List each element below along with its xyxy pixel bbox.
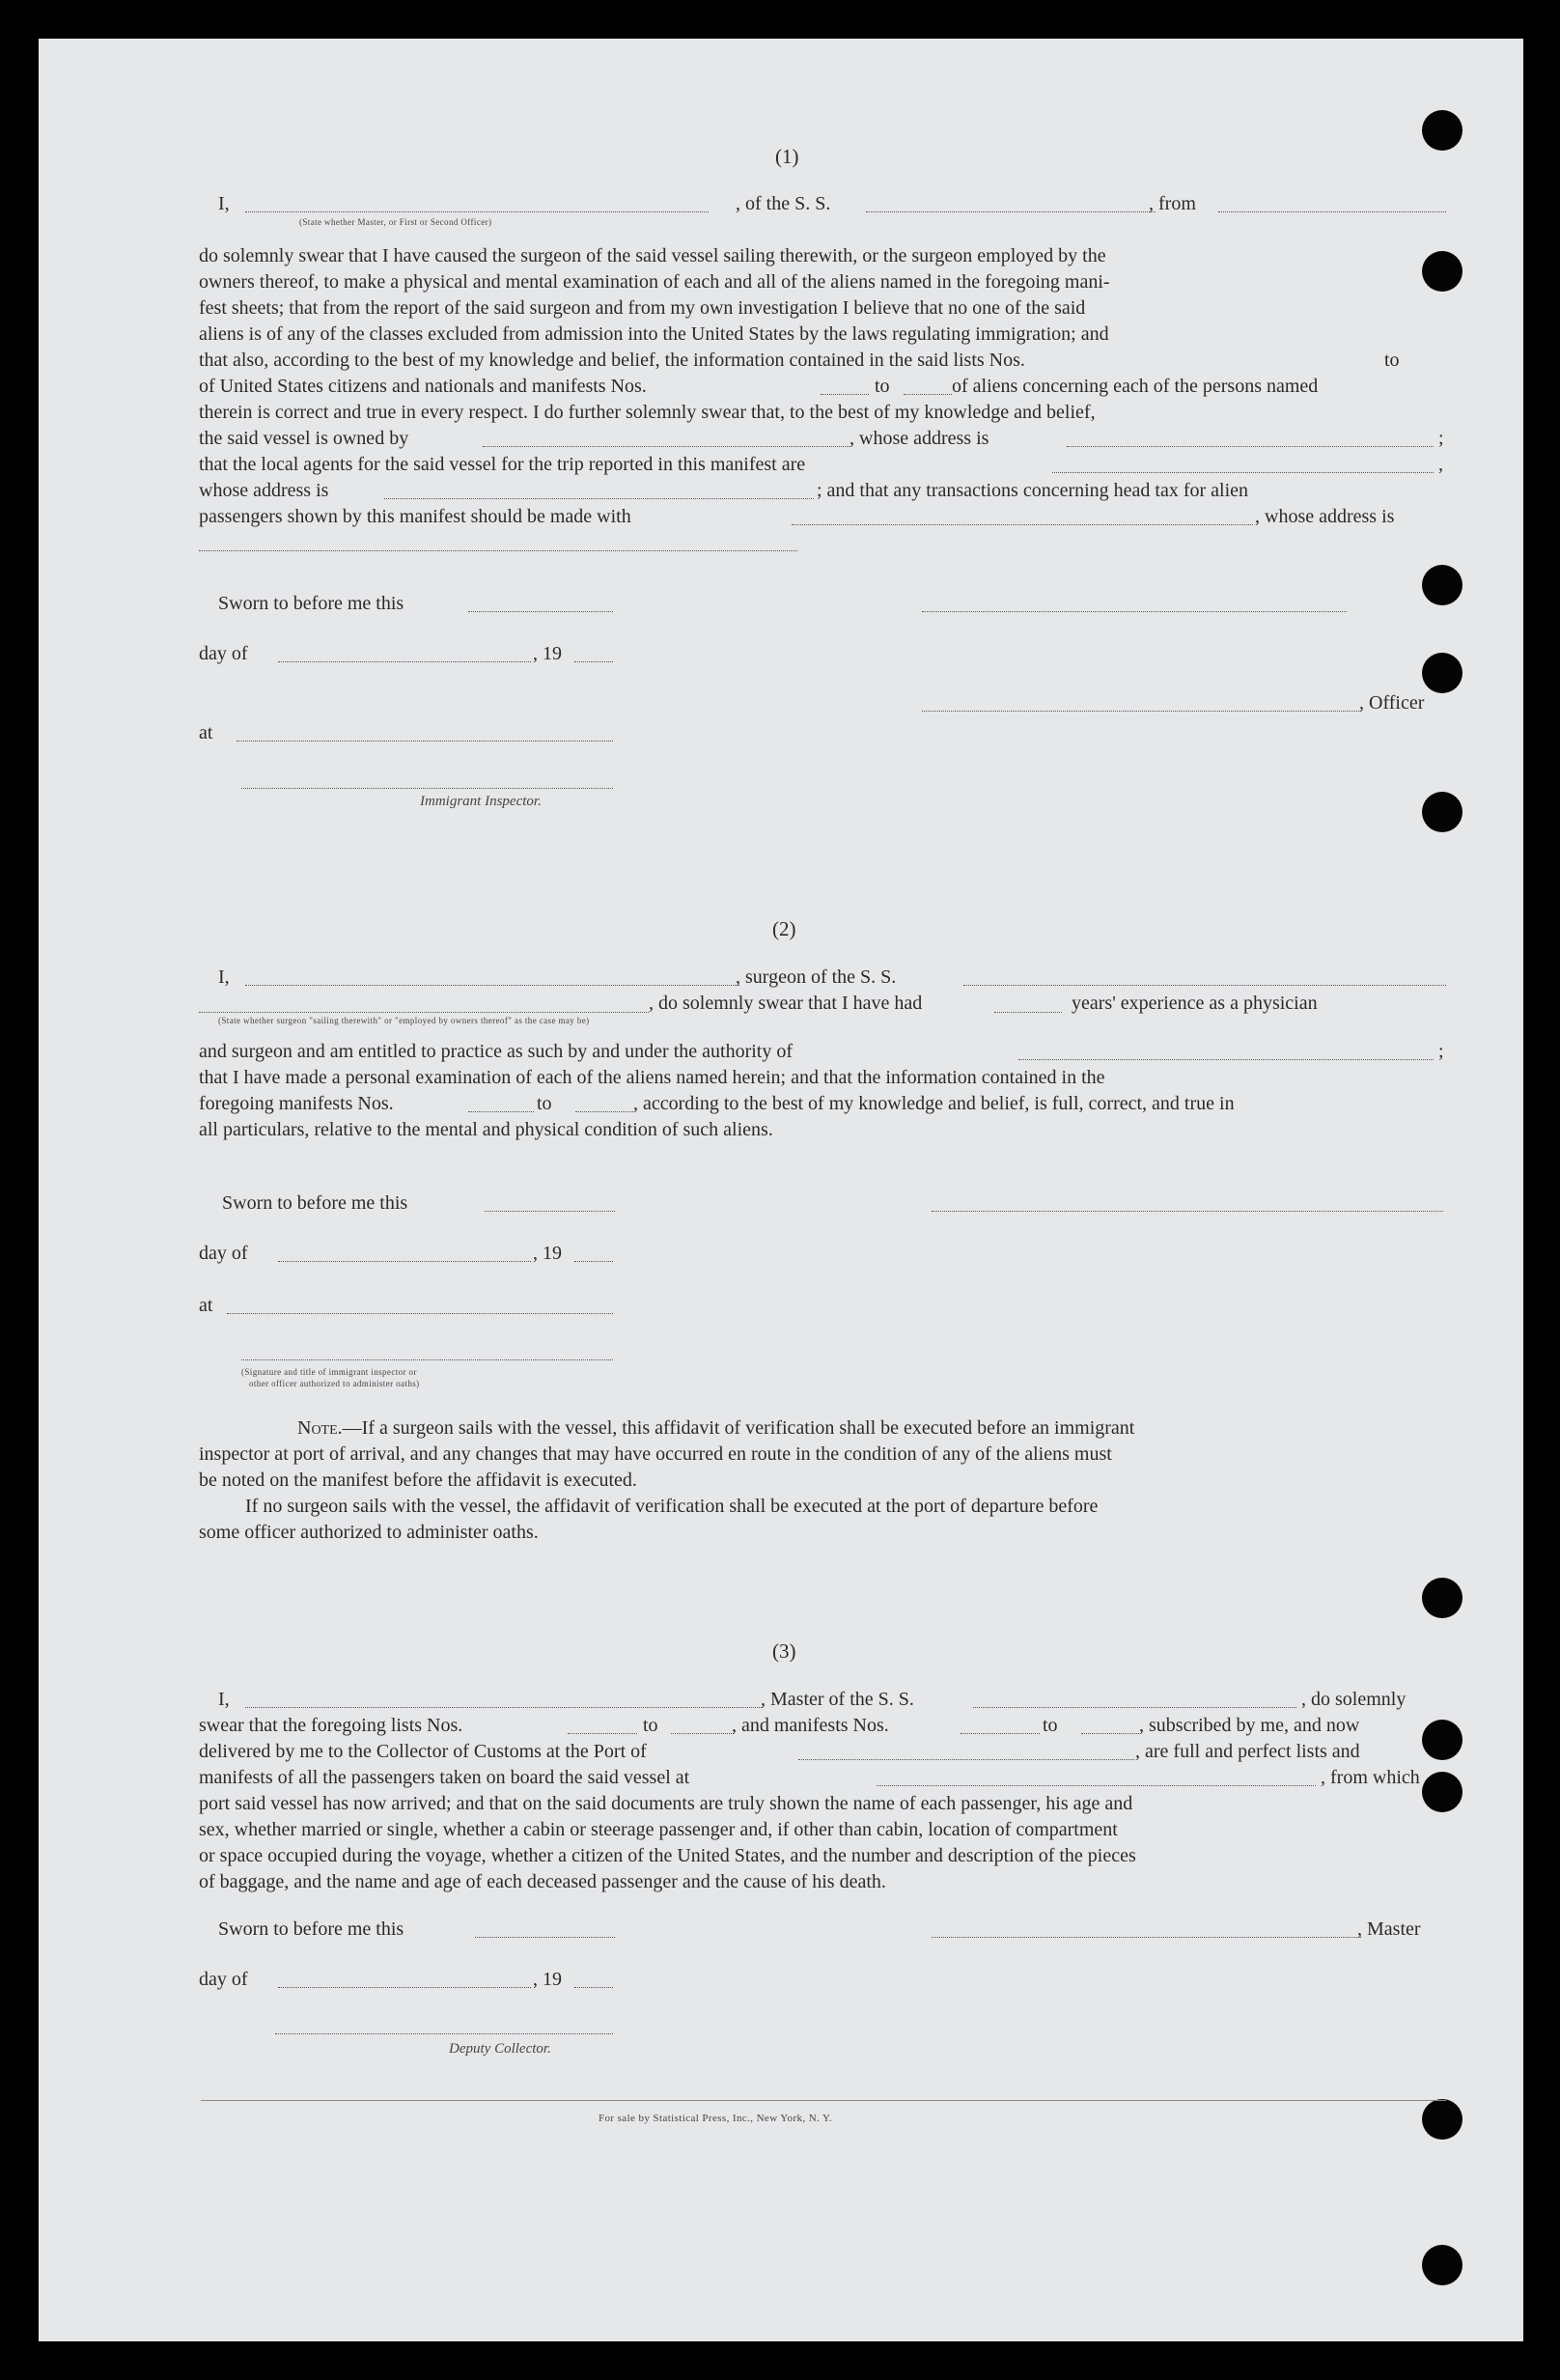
do-swear-label: , do solemnly swear that I have had — [649, 993, 923, 1014]
do-solemnly-label: , do solemnly — [1301, 1689, 1407, 1710]
all-particulars-line: all particulars, relative to the mental and physical condition of such aliens. — [199, 1119, 773, 1140]
officer-name-field[interactable] — [245, 211, 709, 212]
punch-hole — [1422, 1772, 1462, 1812]
officer-signature-top[interactable] — [922, 611, 1347, 612]
lists-from-field[interactable] — [568, 1733, 637, 1734]
agents-address-label: whose address is — [199, 480, 329, 501]
day-of-label: day of — [199, 1243, 248, 1264]
foregoing-from-field[interactable] — [468, 1111, 534, 1112]
footer-rule — [201, 2100, 1446, 2101]
embark-port-field[interactable] — [877, 1785, 1316, 1786]
head-tax-text: ; and that any transactions concerning head tax for alien — [817, 480, 1249, 501]
head-tax-party-field[interactable] — [792, 524, 1253, 525]
month-field[interactable] — [278, 1987, 531, 1988]
authority-field[interactable] — [1018, 1059, 1434, 1060]
year-label: , 19 — [533, 1969, 562, 1990]
according-text: , according to the best of my knowledge and belief, is full, correct, and true in — [633, 1093, 1235, 1114]
manifests-to-field[interactable] — [1081, 1733, 1139, 1734]
aliens-tail: of aliens concerning each of the persons named — [952, 376, 1319, 397]
swear-lists-label: swear that the foregoing lists Nos. — [199, 1715, 463, 1736]
at-place-field[interactable] — [237, 741, 613, 742]
punch-hole — [1422, 2245, 1462, 2285]
deputy-signature-field[interactable] — [275, 2033, 613, 2034]
officer-label: , Officer — [1359, 692, 1425, 714]
master-of-label: , Master of the S. S. — [761, 1689, 914, 1710]
head-tax-address-label: , whose address is — [1255, 506, 1395, 527]
owner-address-label: , whose address is — [850, 428, 989, 449]
at-label: at — [199, 1295, 213, 1316]
punch-hole — [1422, 565, 1462, 605]
surgeon-caption: (State whether surgeon "sailing therewith" or "employed by owners thereof" as the case may be) — [218, 1016, 590, 1025]
sworn-day-field[interactable] — [475, 1937, 615, 1938]
of-ss-label: , of the S. S. — [736, 193, 831, 214]
oath-i: I, — [218, 966, 230, 988]
officer-caption: (State whether Master, or First or Second Officer) — [299, 217, 492, 227]
surgeon-of-label: , surgeon of the S. S. — [736, 966, 897, 988]
punch-hole — [1422, 110, 1462, 151]
and-manifests-label: , and manifests Nos. — [732, 1715, 889, 1736]
note-text: —If a surgeon sails with the vessel, this affidavit of verification shall be executed before an immigrant — [342, 1417, 1135, 1439]
years-field[interactable] — [994, 1012, 1062, 1013]
full-perfect-label: , are full and perfect lists and — [1135, 1741, 1360, 1762]
section-1-paragraph — [199, 243, 1444, 348]
authority-semicolon: ; — [1438, 1041, 1444, 1062]
manifests-all-label: manifests of all the passengers taken on board the said vessel at — [199, 1767, 690, 1788]
head-tax-address-field[interactable] — [199, 550, 797, 551]
para-line: owners thereof, to make a physical and mental examination of each and all of the aliens named in the foregoing mani- — [199, 271, 1110, 293]
punch-hole — [1422, 2099, 1462, 2140]
inspector-caption: Immigrant Inspector. — [420, 794, 542, 809]
passengers-label: passengers shown by this manifest should be made with — [199, 506, 631, 527]
sworn-day-field[interactable] — [485, 1211, 615, 1212]
local-agents-label: that the local agents for the said vessel for the trip reported in this manifest are — [199, 454, 806, 475]
section-3-line: sex, whether married or single, whether a cabin or steerage passenger and, if other than cabin, location of compartment — [199, 1819, 1118, 1840]
master-signature-field[interactable] — [932, 1937, 1361, 1938]
note-line: be noted on the manifest before the affidavit is executed. — [199, 1470, 637, 1491]
inspector-signature-field[interactable] — [241, 1359, 613, 1360]
surgeon-vessel-field[interactable] — [963, 985, 1446, 986]
foregoing-label: foregoing manifests Nos. — [199, 1093, 394, 1114]
year-field[interactable] — [574, 661, 613, 662]
master-vessel-field[interactable] — [973, 1707, 1296, 1708]
personal-exam-line: that I have made a personal examination of each of the aliens named herein; and that the information contained in the — [199, 1067, 1105, 1088]
from-label: , from — [1149, 193, 1196, 214]
sworn-day-field[interactable] — [468, 611, 613, 612]
punch-hole — [1422, 1578, 1462, 1618]
day-of-label: day of — [199, 643, 248, 664]
footer-imprint: For sale by Statistical Press, Inc., New York, N. Y. — [599, 2113, 833, 2124]
lists-to-field[interactable] — [671, 1733, 734, 1734]
port-field[interactable] — [798, 1759, 1134, 1760]
foregoing-to: to — [537, 1093, 552, 1114]
local-agents-field[interactable] — [1052, 472, 1434, 473]
section-3-line: port said vessel has now arrived; and that on the said documents are truly shown the name of each passenger, his age and — [199, 1793, 1133, 1814]
master-label: , Master — [1357, 1918, 1421, 1940]
para-line: aliens is of any of the classes excluded from admission into the United States by the laws regulating immigration; and — [199, 323, 1109, 345]
note-line: inspector at port of arrival, and any changes that may have occurred en route in the condition of any of the aliens must — [199, 1443, 1112, 1465]
punch-hole — [1422, 792, 1462, 832]
para-line-manifests: of United States citizens and nationals and manifests Nos. — [199, 376, 647, 397]
manifests-from-field[interactable] — [961, 1733, 1040, 1734]
owner-field[interactable] — [483, 446, 850, 447]
surgeon-name-field[interactable] — [245, 985, 739, 986]
note-2b: some officer authorized to administer oaths. — [199, 1522, 539, 1543]
sworn-label: Sworn to before me this — [218, 593, 404, 614]
lists-to: to — [1384, 350, 1400, 371]
master-name-field[interactable] — [245, 1707, 762, 1708]
manifests-to: to — [875, 376, 890, 397]
officer-signature-field[interactable] — [922, 711, 1361, 712]
manifest-from-field[interactable] — [821, 394, 869, 395]
agents-comma: , — [1438, 454, 1443, 475]
sworn-label: Sworn to before me this — [218, 1918, 404, 1940]
day-of-label: day of — [199, 1969, 248, 1990]
form-page — [39, 39, 1523, 2341]
para-line-correct: therein is correct and true in every respect. I do further solemnly swear that, to the best of my knowledge and belief, — [199, 402, 1096, 423]
note-first-line — [297, 1415, 1134, 1442]
subscribed-label: , subscribed by me, and now — [1139, 1715, 1360, 1736]
section-1-number: (1) — [775, 145, 799, 168]
from-port-field[interactable] — [1218, 211, 1446, 212]
section-3-number: (3) — [772, 1639, 796, 1663]
foregoing-to-field[interactable] — [575, 1111, 633, 1112]
surgeon-signature-field[interactable] — [932, 1211, 1443, 1212]
punch-hole — [1422, 653, 1462, 693]
note-label: Note. — [297, 1417, 343, 1439]
year-label: , 19 — [533, 1243, 562, 1264]
at-label: at — [199, 722, 213, 743]
authority-label: and surgeon and am entitled to practice as such by and under the authority of — [199, 1041, 793, 1062]
inspector-signature-field[interactable] — [241, 788, 613, 789]
punch-hole — [1422, 1720, 1462, 1760]
year-field[interactable] — [574, 1987, 613, 1988]
section-3-line: of baggage, and the name and age of each deceased passenger and the cause of his death. — [199, 1871, 886, 1892]
oath-i: I, — [218, 193, 230, 214]
para-line: do solemnly swear that I have caused the surgeon of the said vessel sailing therewith, or the surgeon employed by the — [199, 245, 1106, 266]
section-3-line: or space occupied during the voyage, whether a citizen of the United States, and the number and description of the pieces — [199, 1845, 1136, 1866]
vessel-name-field[interactable] — [866, 211, 1156, 212]
from-which-label: , from which — [1321, 1767, 1420, 1788]
oath-i: I, — [218, 1689, 230, 1710]
para-line-lists: that also, according to the best of my knowledge and belief, the information contained in the said lists Nos. — [199, 350, 1025, 371]
sig-caption-1: (Signature and title of immigrant inspector or — [241, 1367, 417, 1377]
para-line: fest sheets; that from the report of the said surgeon and from my own investigation I believe that no one of the said — [199, 297, 1086, 319]
month-field[interactable] — [278, 661, 531, 662]
surgeon-status-field[interactable] — [199, 1012, 649, 1013]
manifest-to-field[interactable] — [904, 394, 952, 395]
agents-address-field[interactable] — [384, 498, 814, 499]
month-field[interactable] — [278, 1261, 531, 1262]
years-label: years' experience as a physician — [1072, 993, 1318, 1014]
owner-address-field[interactable] — [1067, 446, 1434, 447]
delivered-label: delivered by me to the Collector of Customs at the Port of — [199, 1741, 647, 1762]
owner-semicolon: ; — [1438, 428, 1444, 449]
deputy-caption: Deputy Collector. — [449, 2041, 551, 2057]
lists-to: to — [643, 1715, 658, 1736]
section-2-number: (2) — [772, 917, 796, 940]
sworn-label: Sworn to before me this — [222, 1192, 408, 1214]
year-label: , 19 — [533, 643, 562, 664]
note-2a: If no surgeon sails with the vessel, the affidavit of verification shall be executed at the port of departure before — [245, 1496, 1099, 1517]
manifests-to: to — [1043, 1715, 1058, 1736]
year-field[interactable] — [574, 1261, 613, 1262]
sig-caption-2: other officer authorized to administer oaths) — [249, 1379, 420, 1388]
at-place-field[interactable] — [227, 1313, 613, 1314]
owned-by-label: the said vessel is owned by — [199, 428, 409, 449]
